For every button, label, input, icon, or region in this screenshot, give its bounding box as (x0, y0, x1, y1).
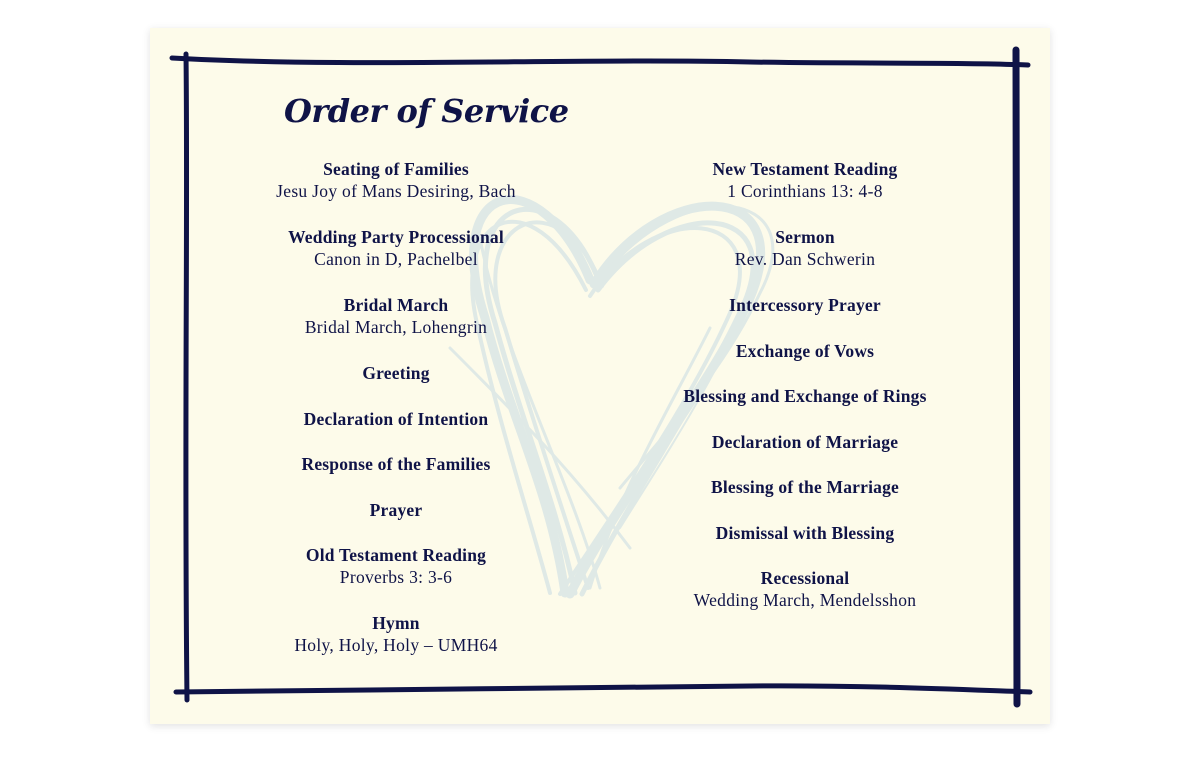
list-item (655, 226, 955, 294)
entry-title: Wedding Party Processional (288, 227, 504, 247)
list-item (655, 431, 955, 477)
list-item (246, 408, 546, 454)
entry-detail: Bridal March, Lohengrin (304, 317, 488, 337)
entry-title: Intercessory Prayer (729, 295, 881, 315)
list-item (246, 499, 546, 545)
entry-detail: Wedding March, Mendelsshon (693, 590, 917, 610)
entry-title: Greeting (362, 363, 430, 383)
entry-title: Declaration of Marriage (711, 431, 899, 452)
entry-detail: Rev. Dan Schwerin (734, 249, 876, 269)
entry-title: Dismissal with Blessing (715, 522, 895, 543)
list-item (246, 612, 546, 680)
list-item (655, 476, 955, 522)
entry-title: Sermon (775, 227, 835, 247)
entry-title: Hymn (372, 613, 420, 633)
entry-title: Blessing and Exchange of Rings (683, 386, 927, 406)
entry-title: Recessional (760, 568, 850, 588)
list-item (246, 544, 546, 612)
list-item (246, 453, 546, 499)
entry-title: Exchange of Vows (735, 340, 875, 361)
list-item (655, 385, 955, 431)
list-item (655, 567, 955, 635)
entry-detail: Proverbs 3: 3-6 (339, 567, 453, 587)
list-item (246, 362, 546, 408)
entry-title: Response of the Families (301, 454, 491, 474)
entry-title: New Testament Reading (712, 159, 898, 179)
list-item (655, 522, 955, 568)
entry-detail: Holy, Holy, Holy – UMH64 (294, 635, 498, 655)
right-column (655, 158, 955, 635)
entry-detail: Jesu Joy of Mans Desiring, Bach (276, 181, 516, 201)
list-item (246, 294, 546, 362)
list-item (246, 226, 546, 294)
entry-title: Seating of Families (323, 159, 469, 179)
entry-title: Bridal March (343, 295, 449, 315)
entry-detail: 1 Corinthians 13: 4-8 (727, 181, 883, 201)
entry-title: Old Testament Reading (305, 545, 487, 565)
program-card (150, 28, 1050, 724)
list-item (655, 158, 955, 226)
list-item (246, 158, 546, 226)
list-item (655, 340, 955, 386)
list-item (655, 294, 955, 340)
page-title: Order of Service (284, 92, 569, 130)
entry-title: Prayer (369, 499, 423, 520)
entry-title: Blessing of the Marriage (710, 477, 900, 497)
entry-title: Declaration of Intention (303, 408, 489, 429)
entry-detail: Canon in D, Pachelbel (314, 249, 478, 269)
left-column (246, 158, 546, 680)
